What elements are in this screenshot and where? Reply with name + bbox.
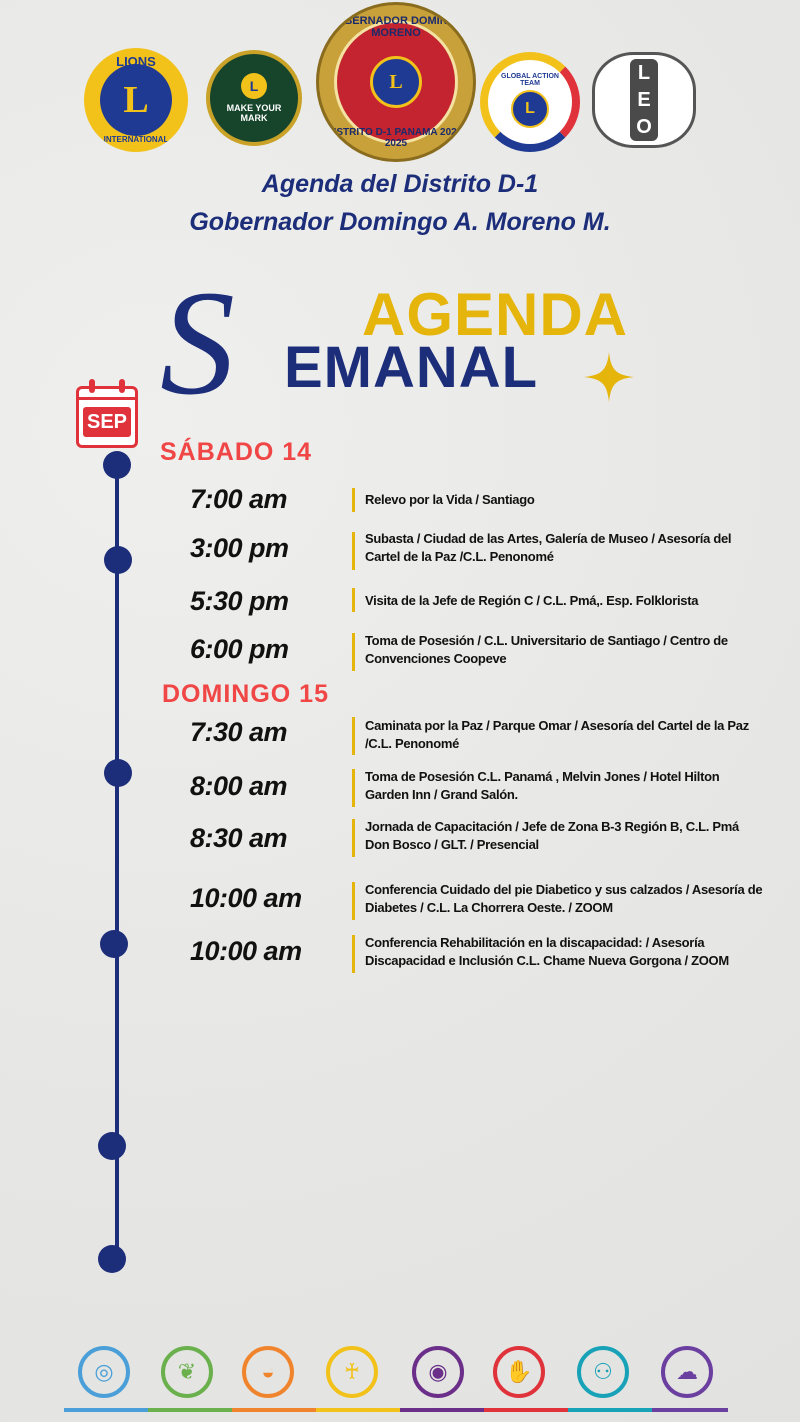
event-description <box>365 530 795 566</box>
event-description <box>365 768 795 804</box>
title-agenda: AGENDA <box>362 281 629 348</box>
event-description-line: Toma de Posesión C.L. Panamá , Melvin Jones / Hotel Hilton <box>365 769 720 784</box>
cause-underline <box>400 1408 484 1412</box>
event-time: 5:30 pm <box>190 586 289 616</box>
timeline-dot <box>104 759 132 787</box>
food-bowl-icon: ◒ <box>242 1346 294 1398</box>
family-icon: ⚇ <box>577 1346 629 1398</box>
cause-underline <box>568 1408 652 1412</box>
hands-icon: ◎ <box>78 1346 130 1398</box>
day-label-saturday: SÁBADO 14 <box>160 438 313 466</box>
storm-cloud-icon: ☁ <box>661 1346 713 1398</box>
event-description-line: Subasta / Ciudad de las Artes, Galería de Museo / Asesoría del <box>365 531 732 546</box>
event-description <box>365 717 795 753</box>
event-description-line: Discapacidad e Inclusión C.L. Chame Nueva Gorgona / ZOOM <box>365 953 729 968</box>
sparkle-icon <box>582 350 636 404</box>
event-description <box>365 491 795 509</box>
event-description-line: Caminata por la Paz / Parque Omar / Asesoría del Cartel de la Paz <box>365 718 749 733</box>
event-divider <box>352 588 355 612</box>
governor-seal-top-text: GOBERNADOR DOMINGO MORENO <box>327 15 465 39</box>
event-divider <box>352 935 355 973</box>
event-divider <box>352 769 355 807</box>
event-divider <box>352 819 355 857</box>
logo-lions-bottom-text: INTERNATIONAL <box>103 135 169 144</box>
event-time: 8:30 am <box>190 823 288 853</box>
event-divider <box>352 633 355 671</box>
cause-underline <box>64 1408 148 1412</box>
governor-seal-bottom-text: DISTRITO D-1 PANAMA 2024-2025 <box>326 127 466 149</box>
make-your-mark-text: MAKE YOUR MARK <box>226 103 282 123</box>
event-description <box>365 592 795 610</box>
event-divider <box>352 717 355 755</box>
event-time: 6:00 pm <box>190 634 289 664</box>
cause-underline <box>652 1408 728 1412</box>
event-divider <box>352 532 355 570</box>
global-action-team-logo <box>480 52 580 152</box>
governor-seal-core: L <box>370 56 422 108</box>
event-description-line: Relevo por la Vida / Santiago <box>365 492 535 507</box>
event-divider <box>352 488 355 512</box>
make-your-mark-logo <box>206 50 302 146</box>
event-time: 7:00 am <box>190 484 288 514</box>
global-action-team-text: GLOBAL ACTION TEAM <box>501 73 559 87</box>
event-description-line: /C.L. Penonomé <box>365 736 460 751</box>
cause-underline <box>232 1408 316 1412</box>
leo-letter-e: E <box>637 88 651 111</box>
leo-club-logo <box>592 52 696 148</box>
timeline-dot <box>103 451 131 479</box>
cause-underline <box>148 1408 232 1412</box>
event-description-line: Convenciones Coopeve <box>365 651 507 666</box>
lions-international-logo <box>84 48 188 152</box>
helping-hands-icon: ✋ <box>493 1346 545 1398</box>
timeline-dot <box>100 930 128 958</box>
event-description <box>365 818 795 854</box>
event-divider <box>352 882 355 920</box>
eye-icon: ◉ <box>412 1346 464 1398</box>
event-description-line: Conferencia Cuidado del pie Diabetico y sus calzados / Asesoría de <box>365 882 763 897</box>
event-description-line: Don Bosco / GLT. / Presencial <box>365 837 539 852</box>
cause-underline <box>316 1408 400 1412</box>
day-label-sunday: DOMINGO 15 <box>162 680 329 708</box>
event-time: 10:00 am <box>190 936 302 966</box>
event-description-line: Cartel de la Paz /C.L. Penonomé <box>365 549 554 564</box>
global-action-team-emblem: L <box>511 90 549 128</box>
event-time: 3:00 pm <box>190 533 289 563</box>
make-your-mark-emblem: L <box>241 73 267 99</box>
event-description-line: Jornada de Capacitación / Jefe de Zona B-3 Región B, C.L. Pmá <box>365 819 739 834</box>
event-description-line: Conferencia Rehabilitación en la discapacidad: / Asesoría <box>365 935 705 950</box>
title-semanal: EMANAL <box>284 335 539 400</box>
event-description <box>365 881 795 917</box>
leo-letter-l: L <box>637 61 651 84</box>
title-initial: S <box>160 260 235 426</box>
event-description-line: Diabetes / C.L. La Chorrera Oeste. / ZOOM <box>365 900 613 915</box>
timeline-dot <box>104 546 132 574</box>
timeline-dot <box>98 1132 126 1160</box>
timeline-dot <box>98 1245 126 1273</box>
logo-lions-letter: L <box>123 79 149 121</box>
governor-seal <box>316 2 476 162</box>
event-description <box>365 934 795 970</box>
event-time: 8:00 am <box>190 771 288 801</box>
calendar-icon <box>76 386 138 448</box>
cause-icons-row <box>60 1346 740 1406</box>
event-description <box>365 632 795 668</box>
event-description-line: Visita de la Jefe de Región C / C.L. Pmá,. Esp. Folklorista <box>365 593 699 608</box>
event-description-line: Garden Inn / Grand Salón. <box>365 787 518 802</box>
logo-lions-top-text: LIONS <box>116 54 156 69</box>
cause-underline <box>484 1408 568 1412</box>
event-time: 10:00 am <box>190 883 302 913</box>
ribbon-icon: ♰ <box>326 1346 378 1398</box>
event-description-line: Toma de Posesión / C.L. Universitario de Santiago / Centro de <box>365 633 728 648</box>
leaf-icon: ❦ <box>161 1346 213 1398</box>
header-governor: Gobernador Domingo A. Moreno M. <box>189 208 611 236</box>
leo-letter-o: O <box>636 116 652 139</box>
calendar-month: SEP <box>83 407 131 437</box>
header-district: Agenda del Distrito D-1 <box>261 170 539 198</box>
event-time: 7:30 am <box>190 717 288 747</box>
